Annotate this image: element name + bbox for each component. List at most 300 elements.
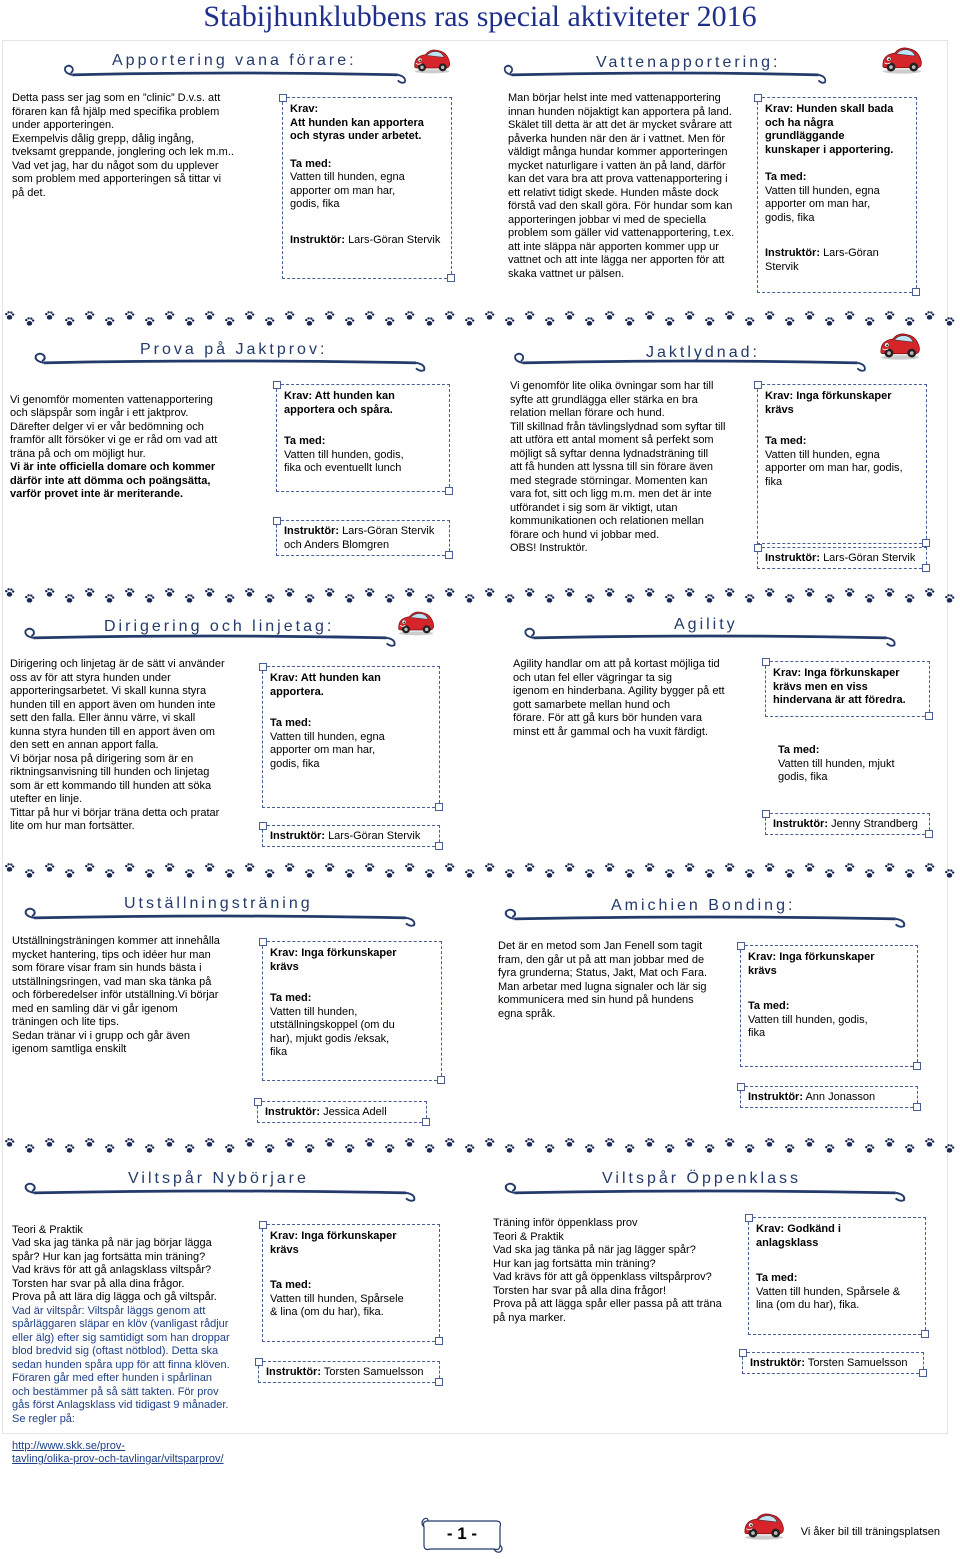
paw-print-icon <box>905 869 914 878</box>
paw-print-icon <box>265 594 274 603</box>
paw-print-icon <box>225 869 234 878</box>
krav-text: Inga förkunskaper krävs <box>270 947 397 973</box>
paw-print-icon <box>185 317 194 326</box>
section-body: Träning inför öppenklass prov Teori & Praktik Vad ska jag tänka på när jag lägger spår? Hur kan jag fortsätta min träning? Vad krävs för att gå öppenklass viltspårprov? Torsten har svar på alla dina frågor! Prova på att lägga spår eller passa på att träna på nya marker. <box>493 1217 722 1324</box>
paw-print-icon <box>125 1138 134 1147</box>
paw-print-icon <box>725 588 734 597</box>
paw-print-row <box>0 585 960 607</box>
instructor-name: Lars-Göran Stervik och Anders Blomgren <box>284 525 435 551</box>
instructor-label: Instruktör: <box>265 1106 320 1118</box>
paw-print-icon <box>305 869 314 878</box>
paw-print-icon <box>525 863 534 872</box>
paw-print-icon <box>45 588 54 597</box>
paw-print-icon <box>765 863 774 872</box>
paw-print-icon <box>345 1144 354 1153</box>
paw-print-icon <box>485 588 494 597</box>
ta-med-label: Ta med: <box>270 992 312 1004</box>
red-car-icon <box>878 330 922 360</box>
paw-print-icon <box>165 311 174 320</box>
krav-box <box>765 661 930 717</box>
paw-print-icon <box>5 863 14 872</box>
instructor-box <box>262 825 440 847</box>
paw-print-icon <box>565 863 574 872</box>
paw-print-icon <box>145 1144 154 1153</box>
instructor-box <box>765 813 930 835</box>
section-title: Jaktlydnad: <box>646 344 760 361</box>
paw-print-icon <box>125 311 134 320</box>
krav-label: Krav: <box>756 1223 785 1235</box>
paw-print-icon <box>45 1138 54 1147</box>
krav-box <box>276 384 450 492</box>
paw-print-icon <box>725 311 734 320</box>
paw-print-icon <box>685 588 694 597</box>
paw-print-icon <box>585 594 594 603</box>
section-body <box>12 1210 257 1467</box>
paw-print-icon <box>785 869 794 878</box>
red-car-icon <box>880 44 924 74</box>
body-text-regular: Teori & Praktik Vad ska jag tänka på när jag börjar lägga spår? Hur kan jag fortsätta min träning? Vad krävs för att gå anlagsklass viltspår? Torsten har svar på alla dina frågor. Prova på att lära dig lägga och gå viltspår. <box>12 1223 217 1303</box>
paw-print-icon <box>705 869 714 878</box>
red-car-icon <box>742 1510 786 1540</box>
paw-print-icon <box>125 588 134 597</box>
paw-print-row <box>0 308 960 330</box>
paw-print-icon <box>525 1138 534 1147</box>
paw-print-icon <box>625 869 634 878</box>
paw-print-icon <box>945 317 954 326</box>
ta-med-label: Ta med: <box>748 1000 790 1012</box>
krav-label: Krav: <box>748 951 777 963</box>
section-title: Amichien Bonding: <box>611 897 796 914</box>
paw-print-icon <box>745 317 754 326</box>
paw-print-icon <box>565 588 574 597</box>
paw-print-icon <box>765 588 774 597</box>
paw-print-icon <box>805 863 814 872</box>
paw-print-icon <box>645 588 654 597</box>
paw-print-icon <box>205 588 214 597</box>
paw-print-icon <box>405 311 414 320</box>
paw-print-icon <box>725 863 734 872</box>
paw-print-icon <box>65 317 74 326</box>
paw-print-icon <box>605 1138 614 1147</box>
paw-print-icon <box>45 863 54 872</box>
paw-print-icon <box>905 594 914 603</box>
section-title: Vattenapportering: <box>596 54 781 71</box>
paw-print-icon <box>205 863 214 872</box>
section-body: Detta pass ser jag som en ”clinic” D.v.s. att föraren kan få hjälp med specifika problem under apporteringen. Exempelvis dålig grepp, dålig ingång, tveksamt greppande, jonglering och lek m.m.. Vad vet jag, har du något som du upplever som problem med apporteringen så tittar vi på det. <box>12 92 234 199</box>
paw-print-icon <box>165 1138 174 1147</box>
paw-print-icon <box>245 588 254 597</box>
paw-print-icon <box>185 594 194 603</box>
paw-print-icon <box>325 311 334 320</box>
paw-print-icon <box>385 317 394 326</box>
paw-print-icon <box>865 594 874 603</box>
instructor-label: Instruktör: <box>290 233 345 246</box>
section-body: Vi genomför lite olika övningar som har till syfte att grundlägga eller stärka en bra relation mellan förare och hund. Till skillnad från tävlingslydnad som syftar till att utföra ett antal moment så perfekt som möjligt så syftar denna lydnadsträning till att få hunden att lyssna till sin förare även med stegrade störningar. Momenten kan vara fot, sitt och ligg m.m. men det är inte utförandet i sig som är viktigt, utan kommunikationen och relationen mellan förare och hund vi jobbar med. OBS! Instruktör. <box>510 380 726 554</box>
paw-print-icon <box>645 863 654 872</box>
ta-med-label: Ta med: <box>290 157 332 170</box>
ta-med-text: Vatten till hunden, egna apporter om man har, godis, fika <box>765 184 880 224</box>
paw-print-icon <box>705 317 714 326</box>
paw-print-icon <box>365 311 374 320</box>
paw-print-icon <box>725 1138 734 1147</box>
ta-med-text: Vatten till hunden, egna apporter om man har, godis, fika <box>290 171 405 210</box>
paw-print-icon <box>665 869 674 878</box>
paw-print-row <box>0 1135 960 1157</box>
paw-print-icon <box>145 594 154 603</box>
paw-print-icon <box>85 1138 94 1147</box>
paw-print-icon <box>685 863 694 872</box>
paw-print-icon <box>825 869 834 878</box>
instructor-name: Lars-Göran Stervik <box>328 830 421 842</box>
paw-print-icon <box>185 1144 194 1153</box>
krav-label: Krav: <box>284 390 313 402</box>
paw-print-icon <box>925 311 934 320</box>
paw-print-icon <box>165 588 174 597</box>
paw-print-icon <box>385 1144 394 1153</box>
paw-print-icon <box>345 869 354 878</box>
paw-print-icon <box>265 1144 274 1153</box>
krav-box <box>282 97 452 279</box>
instructor-name: Lars-Göran Stervik <box>765 247 879 273</box>
paw-print-icon <box>305 1144 314 1153</box>
ta-med-text: Vatten till hunden, egna apporter om man har, godis, fika <box>765 448 903 488</box>
paw-print-icon <box>845 588 854 597</box>
krav-text: Att hunden kan apportera och spåra. <box>284 390 395 416</box>
paw-print-icon <box>365 863 374 872</box>
paw-print-icon <box>905 1144 914 1153</box>
paw-print-icon <box>605 588 614 597</box>
paw-print-icon <box>485 1138 494 1147</box>
paw-print-icon <box>645 1138 654 1147</box>
paw-print-icon <box>825 1144 834 1153</box>
paw-print-icon <box>625 1144 634 1153</box>
krav-label: Krav: <box>765 103 794 115</box>
paw-print-icon <box>385 594 394 603</box>
instructor-label: Instruktör: <box>284 525 339 537</box>
ta-med-label: Ta med: <box>270 717 312 729</box>
paw-print-icon <box>685 311 694 320</box>
ta-med-label: Ta med: <box>270 1279 312 1291</box>
ta-med-label: Ta med: <box>765 435 807 447</box>
paw-print-icon <box>785 317 794 326</box>
paw-print-icon <box>105 594 114 603</box>
instructor-label: Instruktör: <box>765 552 820 564</box>
paw-print-icon <box>505 869 514 878</box>
paw-print-icon <box>605 311 614 320</box>
paw-print-icon <box>85 863 94 872</box>
paw-print-icon <box>285 1138 294 1147</box>
paw-print-icon <box>625 317 634 326</box>
paw-print-icon <box>445 588 454 597</box>
ta-med-label: Ta med: <box>284 435 326 447</box>
paw-print-icon <box>225 594 234 603</box>
instructor-label: Instruktör: <box>773 818 828 830</box>
paw-print-icon <box>25 594 34 603</box>
paw-print-icon <box>685 1138 694 1147</box>
krav-text: Inga förkunskaper krävs <box>765 390 892 416</box>
paw-print-icon <box>625 594 634 603</box>
paw-print-icon <box>45 311 54 320</box>
section-body: Utställningsträningen kommer att innehålla mycket hantering, tips och idéer hur man som förare visar fram sin hunds bästa i utställningsringen, vad man ska tänka på och förberedelser inför utställning.Vi börjar med en samling där vi går igenom träningen och lite tips. Sedan tränar vi i grupp och går även igenom samtliga enskilt <box>12 935 220 1055</box>
krav-text: Inga förkunskaper krävs <box>748 951 875 977</box>
paw-print-icon <box>245 311 254 320</box>
krav-text: Inga förkunskaper krävs men en viss hindervana är att föredra. <box>773 667 906 706</box>
ta-med-text: Vatten till hunden, egna apporter om man har, godis, fika <box>270 730 385 770</box>
paw-print-icon <box>885 311 894 320</box>
paw-print-icon <box>385 869 394 878</box>
paw-print-icon <box>465 1144 474 1153</box>
paw-print-icon <box>205 1138 214 1147</box>
krav-box <box>262 666 440 808</box>
paw-print-icon <box>105 317 114 326</box>
paw-print-icon <box>745 1144 754 1153</box>
paw-print-icon <box>85 588 94 597</box>
section-body: Det är en metod som Jan Fenell som tagit fram, den går ut på att man jobbar med de fyra grunderna; Status, Jakt, Mat och Fara. Man arbetar med lugna signaler och lär sig kommunicera med sin hund på hundens egna språk. <box>498 940 708 1020</box>
paw-print-icon <box>225 317 234 326</box>
paw-print-icon <box>945 1144 954 1153</box>
paw-print-icon <box>945 594 954 603</box>
paw-print-icon <box>105 1144 114 1153</box>
paw-print-icon <box>665 317 674 326</box>
paw-print-icon <box>445 311 454 320</box>
paw-print-icon <box>265 317 274 326</box>
section-body: Man börjar helst inte med vattenapportering innan hunden nöjaktigt kan apportera på land. Skälet till detta är att det är mycket svårare att påverka hunden när den är i vattnet. Men för väldigt många hundar kommer apporteringen mycket naturligare i vatten än på land, därför kan det vara bra att prova vattenapportering i ett relativt tidigt skede. Hunden måste dock förstå vad den skall göra. För hundar som kan apporteringen jobbar vi med de speciella problem som gäller vid vattenapportering, t.ex. att inte släppa när apporten kommer upp ur vattnet och att inte lägga ner apporten för att skaka vattnet ur pälsen. <box>508 92 735 280</box>
paw-print-icon <box>545 317 554 326</box>
paw-print-icon <box>765 311 774 320</box>
section-title: Prova på Jaktprov: <box>140 341 328 358</box>
paw-print-icon <box>645 311 654 320</box>
paw-print-icon <box>445 863 454 872</box>
krav-box <box>757 384 927 544</box>
paw-print-icon <box>705 1144 714 1153</box>
paw-print-icon <box>865 317 874 326</box>
paw-print-icon <box>325 863 334 872</box>
paw-print-icon <box>585 869 594 878</box>
paw-print-icon <box>805 311 814 320</box>
instructor-name: Jessica Adell <box>323 1106 387 1118</box>
paw-print-icon <box>585 1144 594 1153</box>
instructor-name: Jenny Strandberg <box>831 818 918 830</box>
ta-med-block <box>778 744 895 785</box>
paw-print-icon <box>665 594 674 603</box>
krav-label: Krav: <box>773 667 802 679</box>
section-title: Viltspår Öppenklass <box>602 1170 801 1187</box>
krav-box <box>740 945 918 1067</box>
paw-print-icon <box>85 311 94 320</box>
instructor-name: Ann Jonasson <box>805 1091 876 1103</box>
paw-print-icon <box>5 588 14 597</box>
paw-print-icon <box>405 588 414 597</box>
paw-print-icon <box>565 311 574 320</box>
paw-print-icon <box>805 1138 814 1147</box>
paw-print-icon <box>305 594 314 603</box>
paw-print-icon <box>885 1138 894 1147</box>
body-text-viltspar: Vad är viltspår: Viltspår läggs genom att spårläggaren släpar en klöv (vanligast rådjur eller älg) efter sig samtidigt som han droppar blod bredvid sig (oftast nötblod). Detta ska sedan hunden spåra upp för att finna klöven. Föraren går med efter hunden i spårlinan och bestämmer på så sätt takten. För prov gås först Anlagsklass vid tidigast 9 månader. Se regler på: <box>12 1304 230 1425</box>
paw-print-icon <box>105 869 114 878</box>
ta-med-text: Vatten till hunden, godis, fika och eventuellt lunch <box>284 448 404 474</box>
paw-print-icon <box>665 1144 674 1153</box>
paw-print-icon <box>365 1138 374 1147</box>
paw-print-icon <box>565 1138 574 1147</box>
paw-print-icon <box>425 317 434 326</box>
instructor-box <box>757 547 927 569</box>
krav-text: Inga förkunskaper krävs <box>270 1230 397 1256</box>
krav-box <box>262 1224 440 1342</box>
paw-print-icon <box>365 588 374 597</box>
paw-print-icon <box>205 311 214 320</box>
paw-print-icon <box>845 311 854 320</box>
paw-print-icon <box>865 1144 874 1153</box>
paw-print-icon <box>485 863 494 872</box>
paw-print-icon <box>745 594 754 603</box>
krav-label: Krav: <box>270 947 299 959</box>
footer-note: Vi åker bil till träningsplatsen <box>800 1526 940 1538</box>
ta-med-text: Vatten till hunden, utställningskoppel (om du har), mjukt godis /eksak, fika <box>270 1005 395 1058</box>
ta-med-text: Vatten till hunden, mjukt godis, fika <box>778 757 895 783</box>
paw-print-icon <box>925 1138 934 1147</box>
paw-print-icon <box>25 869 34 878</box>
paw-print-icon <box>605 863 614 872</box>
paw-print-icon <box>925 588 934 597</box>
paw-print-icon <box>25 317 34 326</box>
paw-print-icon <box>25 1144 34 1153</box>
instructor-box <box>258 1361 440 1383</box>
krav-text: Godkänd i anlagsklass <box>756 1223 841 1249</box>
paw-print-icon <box>745 869 754 878</box>
paw-print-icon <box>65 594 74 603</box>
page-number: - 1 - <box>446 1524 478 1543</box>
paw-print-icon <box>845 1138 854 1147</box>
instructor-box <box>742 1352 924 1374</box>
paw-print-icon <box>405 863 414 872</box>
page-title: Stabijhunklubbens ras special aktiviteter 2016 <box>203 0 757 33</box>
krav-box <box>757 97 917 293</box>
instructor-label: Instruktör: <box>765 247 820 259</box>
paw-print-icon <box>945 869 954 878</box>
krav-text: Att hunden kan apportera och styras under arbetet. <box>290 116 424 142</box>
paw-print-icon <box>525 588 534 597</box>
paw-print-icon <box>785 1144 794 1153</box>
ta-med-text: Vatten till hunden, godis, fika <box>748 1013 868 1039</box>
krav-box <box>748 1217 926 1335</box>
body-text-regular: Vi genomför momenten vattenapportering och släpspår som ingår i ett jaktprov. Därefter delger vi er vår bedömning och framför allt försöker vi ge er råd om vad att träna på och om möjligt hur. <box>10 393 218 460</box>
paw-print-icon <box>185 869 194 878</box>
section-title: Viltspår Nybörjare <box>128 1170 309 1187</box>
paw-print-icon <box>165 863 174 872</box>
paw-print-icon <box>785 594 794 603</box>
paw-print-icon <box>325 588 334 597</box>
paw-print-icon <box>505 594 514 603</box>
ta-med-text: Vatten till hunden, Spårsele & lina (om du har), fika. <box>756 1285 901 1311</box>
instructor-name: Torsten Samuelsson <box>807 1357 908 1369</box>
instructor-label: Instruktör: <box>748 1091 803 1103</box>
paw-print-icon <box>885 863 894 872</box>
krav-label: Krav: <box>765 390 794 402</box>
ta-med-label: Ta med: <box>778 744 820 756</box>
paw-print-icon <box>805 588 814 597</box>
paw-print-icon <box>5 1138 14 1147</box>
paw-print-icon <box>65 869 74 878</box>
paw-print-icon <box>425 869 434 878</box>
instructor-name: Torsten Samuelsson <box>323 1366 424 1378</box>
krav-label: Krav: <box>270 1230 299 1242</box>
instructor-label: Instruktör: <box>270 830 325 842</box>
paw-print-icon <box>925 863 934 872</box>
paw-print-icon <box>325 1138 334 1147</box>
paw-print-icon <box>545 594 554 603</box>
instructor-label: Instruktör: <box>750 1357 805 1369</box>
instructor-box <box>257 1101 427 1123</box>
krav-text: Hunden skall bada och ha några grundläggande kunskaper i apportering. <box>765 103 894 156</box>
instructor-label: Instruktör: <box>266 1366 321 1378</box>
instructor-name: Lars-Göran Stervik <box>348 233 441 246</box>
paw-print-icon <box>465 594 474 603</box>
paw-print-icon <box>485 311 494 320</box>
section-body: Agility handlar om att på kortast möjliga tid och utan fel eller vägringar ta sig igenom en hinderbana. Agility bygger på ett gott samarbete mellan hund och förare. För att gå kurs bör hunden vara minst ett år gammal och ha vuxit färdigt. <box>513 658 725 738</box>
paw-print-icon <box>285 588 294 597</box>
paw-print-icon <box>425 1144 434 1153</box>
paw-print-icon <box>845 863 854 872</box>
red-car-icon <box>412 46 452 74</box>
paw-print-icon <box>825 317 834 326</box>
paw-print-icon <box>545 1144 554 1153</box>
paw-print-icon <box>405 1138 414 1147</box>
paw-print-icon <box>425 594 434 603</box>
paw-print-icon <box>545 869 554 878</box>
paw-print-icon <box>445 1138 454 1147</box>
ta-med-text: Vatten till hunden, Spårsele & lina (om du har), fika. <box>270 1292 404 1318</box>
paw-print-icon <box>525 311 534 320</box>
paw-print-icon <box>865 869 874 878</box>
paw-print-icon <box>905 317 914 326</box>
paw-print-icon <box>465 317 474 326</box>
paw-print-icon <box>245 863 254 872</box>
paw-print-icon <box>305 317 314 326</box>
paw-print-icon <box>345 594 354 603</box>
paw-print-icon <box>885 588 894 597</box>
paw-print-icon <box>145 869 154 878</box>
krav-label: Krav: <box>270 672 299 684</box>
section-title: Dirigering och linjetag: <box>104 618 335 635</box>
instructor-box <box>276 520 450 556</box>
paw-print-icon <box>265 869 274 878</box>
krav-label: Krav: <box>290 103 319 115</box>
paw-print-icon <box>285 863 294 872</box>
paw-print-icon <box>65 1144 74 1153</box>
instructor-box <box>740 1086 918 1108</box>
paw-print-icon <box>465 869 474 878</box>
paw-print-icon <box>505 317 514 326</box>
paw-print-icon <box>345 317 354 326</box>
section-body <box>10 380 265 515</box>
body-text-bold: Vi är inte officiella domare och kommer därför inte att dömma och poängsätta, varför provet inte är meriterande. <box>10 461 216 500</box>
ta-med-label: Ta med: <box>765 171 807 183</box>
section-title: Apportering vana förare: <box>112 52 357 69</box>
paw-print-icon <box>125 863 134 872</box>
krav-box <box>262 941 442 1081</box>
section-title: Agility <box>674 616 738 633</box>
paw-print-icon <box>225 1144 234 1153</box>
paw-print-icon <box>145 317 154 326</box>
krav-text: Att hunden kan apportera. <box>270 672 381 698</box>
paw-print-icon <box>765 1138 774 1147</box>
skk-rules-link[interactable]: http://www.skk.se/prov- tavling/olika-prov-och-tavlingar/viltsparprov/ <box>12 1439 224 1465</box>
paw-print-row <box>0 860 960 882</box>
paw-print-icon <box>705 594 714 603</box>
red-car-icon <box>396 608 436 636</box>
instructor-name: Lars-Göran Stervik <box>823 552 916 564</box>
ta-med-label: Ta med: <box>756 1272 798 1284</box>
